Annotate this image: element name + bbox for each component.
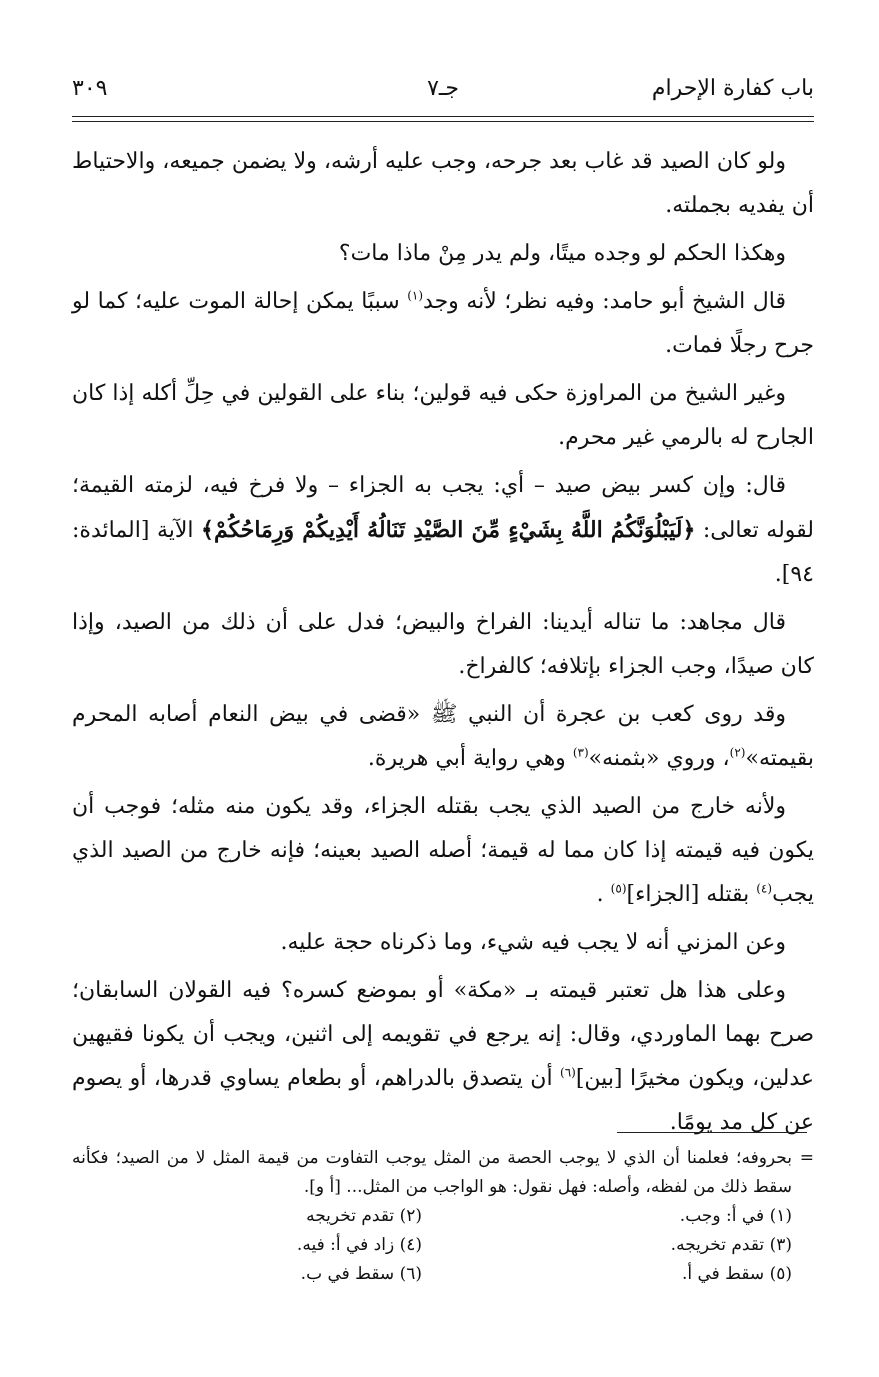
footnote-number: (٣) bbox=[769, 1235, 792, 1255]
paragraph-text: وهكذا الحكم لو وجده ميتًا، ولم يدر مِنْ ماذا مات؟ bbox=[338, 241, 786, 266]
paragraph bbox=[72, 693, 814, 781]
footnote-list bbox=[72, 1202, 814, 1289]
paragraph bbox=[72, 601, 814, 689]
footnote-number: (١) bbox=[769, 1206, 792, 1226]
footnote-item bbox=[442, 1202, 792, 1231]
paragraph bbox=[72, 232, 814, 276]
footnotes bbox=[72, 1144, 814, 1289]
paragraph bbox=[72, 921, 814, 965]
footnote-text: تقدم تخريجه. bbox=[670, 1235, 765, 1255]
footnote-item bbox=[442, 1231, 792, 1260]
paragraph-text: أن يتصدق بالدراهم، أو بطعام يساوي قدرها، أو يصوم عن كل مد يومًا. bbox=[72, 1066, 814, 1135]
footnote-number: (٤) bbox=[399, 1235, 422, 1255]
paragraph-text: ، وروي «بثمنه» bbox=[588, 746, 730, 771]
paragraph bbox=[72, 140, 814, 228]
paragraph-text: الآية [المائدة: ٩٤]. bbox=[72, 518, 814, 587]
footnote-ref: (٣) bbox=[572, 745, 589, 760]
paragraph bbox=[72, 372, 814, 460]
paragraph-text: سببًا يمكن إحالة الموت عليه؛ كما لو جرح رجلًا فمات. bbox=[72, 289, 814, 358]
continuation-mark: = bbox=[799, 1148, 814, 1168]
footnote-text: زاد في أ: فيه. bbox=[296, 1235, 395, 1255]
paragraph-text: وهي رواية أبي هريرة. bbox=[367, 746, 573, 771]
footnote-text: سقط في أ. bbox=[681, 1264, 765, 1284]
footnote-rule bbox=[617, 1132, 807, 1133]
paragraph bbox=[72, 464, 814, 597]
footnote-ref: (٥) bbox=[610, 881, 627, 896]
footnote-text: تقدم تخريجه bbox=[306, 1206, 395, 1226]
paragraph-text: ولأنه خارج من الصيد الذي يجب بقتله الجزاء، وقد يكون منه مثله؛ فوجب أن يكون فيه قيمته إذا كان مما له قيمة؛ أصله الصيد بعينه؛ فإنه خارج من الصيد الذي يجب bbox=[72, 794, 814, 907]
footnote-number: (٦) bbox=[399, 1264, 422, 1284]
header-rule bbox=[72, 116, 814, 117]
page-header bbox=[72, 70, 814, 110]
paragraph-text: . bbox=[596, 882, 611, 907]
paragraph bbox=[72, 969, 814, 1145]
footnote-text: سقط في ب. bbox=[300, 1264, 395, 1284]
paragraph-text: وقد روى كعب بن عجرة أن النبي ﷺ «قضى في بيض النعام أصابه المحرم بقيمته» bbox=[72, 702, 814, 771]
main-text bbox=[72, 140, 814, 1149]
page-number: ٣٠٩ bbox=[72, 76, 108, 101]
paragraph-text: قال الشيخ أبو حامد: وفيه نظر؛ لأنه وجد bbox=[423, 289, 786, 314]
chapter-title: باب كفارة الإحرام bbox=[651, 76, 814, 101]
footnote-continuation bbox=[72, 1144, 814, 1202]
quran-verse: ﴿لَيَبْلُوَنَّكُمُ اللَّهُ بِشَيْءٍ مِّنَ الصَّيْدِ تَنَالُهُ أَيْدِيكُمْ وَرِمَاحُكُمْ﴾ bbox=[201, 517, 696, 543]
paragraph-text: بقتله [الجزاء] bbox=[626, 882, 757, 907]
paragraph-text: وعلى هذا هل تعتبر قيمته بـ «مكة» أو بموضع كسره؟ فيه القولان السابقان؛ صرح بهما الماوردي، وقال: إنه يرجع في تقويمه إلى اثنين، ويجب أن يكونا فقيهين عدلين، ويكون مخيرًا [بين] bbox=[72, 978, 814, 1091]
volume-label: جـ٧ bbox=[427, 76, 459, 101]
paragraph-text: قال: وإن كسر بيض صيد – أي: يجب به الجزاء – ولا فرخ فيه، لزمته القيمة؛ لقوله تعالى: bbox=[72, 473, 814, 543]
header-rule-secondary bbox=[72, 121, 814, 122]
footnote-ref: (٢) bbox=[729, 745, 746, 760]
paragraph bbox=[72, 280, 814, 368]
footnote-item bbox=[72, 1260, 422, 1289]
footnote-item bbox=[442, 1260, 792, 1289]
footnote-ref: (١) bbox=[407, 288, 424, 303]
footnote-number: (٢) bbox=[399, 1206, 422, 1226]
paragraph-text: قال مجاهد: ما تناله أيدينا: الفراخ والبيض؛ فدل على أن ذلك من الصيد، وإذا كان صيدًا، وجب الجزاء بإتلافه؛ كالفراخ. bbox=[72, 610, 814, 679]
footnote-text: بحروفه؛ فعلمنا أن الذي لا يوجب الحصة من المثل يوجب التفاوت من قيمة المثل لا من الصيد؛ فكأنه سقط ذلك من لفظه، وأصله: فهل نقول: هو الواجب من المثل... [أ و]. bbox=[72, 1148, 792, 1197]
paragraph-text: ولو كان الصيد قد غاب بعد جرحه، وجب عليه أرشه، ولا يضمن جميعه، والاحتياط أن يفديه بجملته. bbox=[72, 149, 814, 218]
footnote-ref: (٤) bbox=[756, 881, 773, 896]
paragraph bbox=[72, 785, 814, 917]
paragraph-text: وغير الشيخ من المراوزة حكى فيه قولين؛ بناء على القولين في حِلِّ أكله إذا كان الجارح له بالرمي غير محرم. bbox=[72, 381, 814, 450]
footnote-item bbox=[72, 1231, 422, 1260]
footnote-item bbox=[72, 1202, 422, 1231]
paragraph-text: وعن المزني أنه لا يجب فيه شيء، وما ذكرناه حجة عليه. bbox=[280, 930, 786, 955]
footnote-number: (٥) bbox=[769, 1264, 792, 1284]
footnote-ref: (٦) bbox=[560, 1065, 576, 1080]
footnote-text: في أ: وجب. bbox=[679, 1206, 765, 1226]
